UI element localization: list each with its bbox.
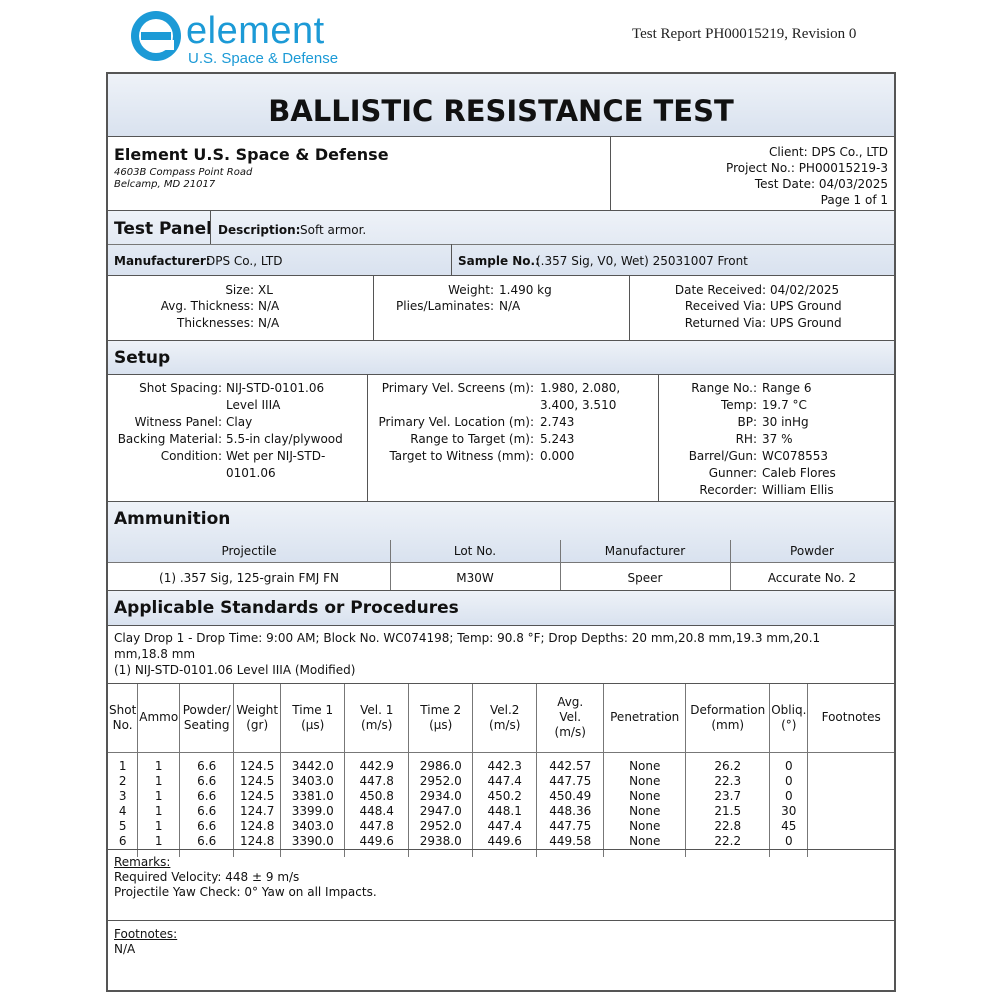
cell-ammo: 1 [138,804,180,819]
report-form [106,72,896,992]
cell-footnotes [808,834,894,857]
cell-shot-no: 6 [108,834,138,857]
shots-header-deformation [686,684,770,752]
ammo-header-powder: Powder [790,544,834,558]
test-date: Test Date: 04/03/2025 [754,177,888,191]
gunner-value: Caleb Flores [762,466,836,480]
table-row [108,752,894,774]
cell-time1: 3403.0 [281,774,345,789]
returned-via-value: UPS Ground [770,316,842,330]
ammo-header-projectile: Projectile [221,544,277,558]
shots-header-line: Powder/ [182,702,231,717]
ammo-header-lot: Lot No. [453,544,497,558]
shots-header-line: (gr) [246,717,269,732]
cell-vel2: 442.3 [473,752,537,774]
cell-vel2: 450.2 [473,789,537,804]
cell-deformation: 22.3 [686,774,770,789]
shots-header-vel2 [473,684,537,752]
witness-panel-label: Witness Panel: [134,415,222,429]
shots-header-obliquity [770,684,808,752]
client: Client: DPS Co., LTD [768,145,888,159]
shots-header-line: (mm) [711,717,745,732]
cell-avg-vel: 448.36 [537,804,604,819]
cell-powder-seating: 6.6 [180,834,234,857]
shots-header-line: Deformation [690,702,766,717]
gunner-label: Gunner: [708,466,757,480]
shots-header-line: Seating [183,717,230,732]
vel-screens-value-cont: 3.400, 3.510 [540,398,617,412]
ammunition-heading: Ammunition [114,509,231,529]
table-row [108,789,894,804]
cell-powder-seating: 6.6 [180,789,234,804]
weight-value: 1.490 kg [499,283,552,297]
shots-header-line: (µs) [301,717,325,732]
cell-vel2: 448.1 [473,804,537,819]
cell-time2: 2952.0 [409,774,473,789]
cell-weight: 124.8 [234,834,281,857]
shots-header-ammo [138,684,180,752]
shots-table [108,684,894,857]
date-received-value: 04/02/2025 [770,283,840,297]
shot-spacing-label: Shot Spacing: [139,381,222,395]
cell-penetration: None [604,752,686,774]
shots-header-line: No. [112,717,133,732]
shots-header-time1 [281,684,345,752]
setup-band [108,341,894,374]
table-row [108,834,894,857]
bp-value: 30 inHg [762,415,809,429]
shots-header-line: (m/s) [361,717,393,732]
range-to-target-value: 5.243 [540,432,575,446]
cell-vel2: 447.4 [473,819,537,834]
setup-heading: Setup [114,348,171,368]
cell-penetration: None [604,789,686,804]
thicknesses-value: N/A [258,316,280,330]
cell-vel2: 449.6 [473,834,537,857]
shots-header-line: Time 2 [420,702,462,717]
cell-vel2: 447.4 [473,774,537,789]
target-to-witness-value: 0.000 [540,449,575,463]
sample-value: (.357 Sig, V0, Wet) 25031007 Front [536,254,748,268]
cell-ammo: 1 [138,834,180,857]
shots-header-line: Penetration [610,710,680,725]
cell-time2: 2947.0 [409,804,473,819]
cell-time2: 2986.0 [409,752,473,774]
condition-label: Condition: [160,449,222,463]
cell-avg-vel: 449.58 [537,834,604,857]
recorder-value: William Ellis [762,483,834,497]
cell-weight: 124.8 [234,819,281,834]
shots-header-line: Vel.2 [489,702,520,717]
shot-spacing-value: NIJ-STD-0101.06 [226,381,325,395]
shots-header-line: (m/s) [489,717,521,732]
logo-subtitle: U.S. Space & Defense [188,50,339,67]
cell-ammo: 1 [138,789,180,804]
cell-vel1: 442.9 [345,752,409,774]
cell-vel1: 449.6 [345,834,409,857]
cell-vel1: 447.8 [345,819,409,834]
cell-weight: 124.5 [234,774,281,789]
vel-screens-value: 1.980, 2.080, [540,381,621,395]
org-name: Element U.S. Space & Defense [114,145,389,164]
returned-via-label: Returned Via: [684,316,766,330]
cell-vel1: 448.4 [345,804,409,819]
shots-header-line: Vel. 1 [360,702,394,717]
shots-header-shot-no [108,684,138,752]
page-count: Page 1 of 1 [820,193,888,207]
shots-header-line: Vel. [559,710,582,725]
cell-time2: 2952.0 [409,819,473,834]
received-via-label: Received Via: [684,299,766,313]
shots-header-weight [234,684,281,752]
cell-powder-seating: 6.6 [180,804,234,819]
cell-penetration: None [604,834,686,857]
shots-header-line: Obliq. [771,702,807,717]
cell-vel1: 450.8 [345,789,409,804]
cell-footnotes [808,819,894,834]
cell-avg-vel: 447.75 [537,774,604,789]
bp-label: BP: [737,415,757,429]
ammo-powder: Accurate No. 2 [767,571,857,585]
description-label: Description: [218,223,301,237]
cell-ammo: 1 [138,752,180,774]
cell-footnotes [808,774,894,789]
witness-panel-value: Clay [226,415,253,429]
description-value: Soft armor. [300,223,367,237]
cell-shot-no: 2 [108,774,138,789]
avg-thickness-label: Avg. Thickness: [160,299,254,313]
rh-label: RH: [735,432,757,446]
shots-header-line: (m/s) [554,725,586,740]
range-no-value: Range 6 [762,381,812,395]
cell-shot-no: 5 [108,819,138,834]
cell-footnotes [808,789,894,804]
shots-header-line: Ammo [139,710,179,725]
ammo-lot: M30W [456,571,494,585]
range-to-target-label: Range to Target (m): [410,432,534,446]
cell-powder-seating: 6.6 [180,752,234,774]
table-row [108,774,894,789]
condition-value-cont: 0101.06 [226,466,276,480]
clay-drop-line2: mm,18.8 mm [114,647,196,661]
target-to-witness-label: Target to Witness (mm): [389,449,534,463]
cell-obliquity: 45 [770,819,808,834]
ammo-header-manufacturer: Manufacturer [604,544,686,558]
cell-shot-no: 4 [108,804,138,819]
cell-shot-no: 1 [108,752,138,774]
cell-time1: 3399.0 [281,804,345,819]
shots-header-line: (°) [781,717,797,732]
cell-ammo: 1 [138,774,180,789]
remarks-yaw-check: Projectile Yaw Check: 0° Yaw on all Impacts. [114,885,377,899]
cell-time2: 2934.0 [409,789,473,804]
cell-footnotes [808,804,894,819]
backing-material-label: Backing Material: [117,432,222,446]
sample-label: Sample No.: [458,254,540,268]
table-row [108,804,894,819]
remarks-label: Remarks: [114,855,171,869]
company-logo [130,8,370,68]
test-panel-heading: Test Panel [114,219,212,239]
received-via-value: UPS Ground [770,299,842,313]
remarks-required-velocity: Required Velocity: 448 ± 9 m/s [114,870,300,884]
cell-vel1: 447.8 [345,774,409,789]
ammo-manufacturer: Speer [627,571,663,585]
shots-header-avg-vel [537,684,604,752]
cell-obliquity: 0 [770,774,808,789]
shots-header-line: Shot [109,702,137,717]
rh-value: 37 % [762,432,793,446]
shots-header-line: Weight [236,702,279,717]
shots-header-line: (µs) [429,717,453,732]
standard-reference: (1) NIJ-STD-0101.06 Level IIIA (Modified) [114,663,356,677]
footnotes-text: N/A [114,942,136,956]
vel-location-value: 2.743 [540,415,575,429]
shots-header-line: Avg. [557,695,584,710]
range-no-label: Range No.: [691,381,757,395]
cell-footnotes [808,752,894,774]
date-received-label: Date Received: [674,283,766,297]
report-id: Test Report PH00015219, Revision 0 [632,26,857,42]
cell-penetration: None [604,819,686,834]
org-address-line2: Belcamp, MD 21017 [114,179,216,190]
cell-deformation: 23.7 [686,789,770,804]
backing-material-value: 5.5-in clay/plywood [226,432,343,446]
temp-value: 19.7 °C [762,398,807,412]
cell-time1: 3403.0 [281,819,345,834]
table-row [108,819,894,834]
element-logo-icon [130,10,186,66]
cell-deformation: 21.5 [686,804,770,819]
cell-weight: 124.7 [234,804,281,819]
thicknesses-label: Thicknesses: [177,316,254,330]
size-value: XL [258,283,273,297]
cell-weight: 124.5 [234,752,281,774]
project-no: Project No.: PH00015219-3 [726,161,888,175]
temp-label: Temp: [720,398,757,412]
logo-wordmark: element [186,10,325,52]
shots-header-vel1 [345,684,409,752]
cell-obliquity: 0 [770,752,808,774]
shots-header-footnotes [808,684,894,752]
page-title: BALLISTIC RESISTANCE TEST [268,94,734,128]
cell-obliquity: 0 [770,834,808,857]
cell-deformation: 22.8 [686,819,770,834]
org-address-line1: 4603B Compass Point Road [114,167,253,178]
vel-screens-label: Primary Vel. Screens (m): [381,381,534,395]
plies-label: Plies/Laminates: [396,299,494,313]
barrel-gun-label: Barrel/Gun: [688,449,757,463]
ammo-projectile: (1) .357 Sig, 125-grain FMJ FN [159,571,339,585]
vel-location-label: Primary Vel. Location (m): [378,415,534,429]
cell-weight: 124.5 [234,789,281,804]
plies-value: N/A [499,299,521,313]
cell-penetration: None [604,774,686,789]
weight-label: Weight: [448,283,494,297]
cell-avg-vel: 442.57 [537,752,604,774]
size-label: Size: [225,283,254,297]
cell-powder-seating: 6.6 [180,774,234,789]
shots-header-line: Time 1 [292,702,334,717]
footnotes-label: Footnotes: [114,927,178,941]
avg-thickness-value: N/A [258,299,280,313]
condition-value: Wet per NIJ-STD- [226,449,326,463]
shots-header-time2 [409,684,473,752]
cell-ammo: 1 [138,819,180,834]
clay-drop-line1: Clay Drop 1 - Drop Time: 9:00 AM; Block No. WC074198; Temp: 90.8 °F; Drop Depths: 20 mm,20.8 mm,19.3 mm,20.1 [114,631,821,645]
shots-header-penetration [604,684,686,752]
barrel-gun-value: WC078553 [762,449,829,463]
cell-powder-seating: 6.6 [180,819,234,834]
recorder-label: Recorder: [699,483,757,497]
cell-time1: 3390.0 [281,834,345,857]
manufacturer-value: DPS Co., LTD [206,254,283,268]
standards-heading: Applicable Standards or Procedures [114,598,459,618]
cell-time1: 3442.0 [281,752,345,774]
cell-obliquity: 0 [770,789,808,804]
cell-obliquity: 30 [770,804,808,819]
shots-header-powder-seating [180,684,234,752]
cell-avg-vel: 447.75 [537,819,604,834]
shots-header-line: Footnotes [821,710,881,725]
cell-shot-no: 3 [108,789,138,804]
cell-time2: 2938.0 [409,834,473,857]
manufacturer-label: Manufacturer: [114,254,211,268]
cell-time1: 3381.0 [281,789,345,804]
cell-deformation: 26.2 [686,752,770,774]
cell-penetration: None [604,804,686,819]
shot-spacing-value-cont: Level IIIA [226,398,281,412]
cell-avg-vel: 450.49 [537,789,604,804]
cell-deformation: 22.2 [686,834,770,857]
